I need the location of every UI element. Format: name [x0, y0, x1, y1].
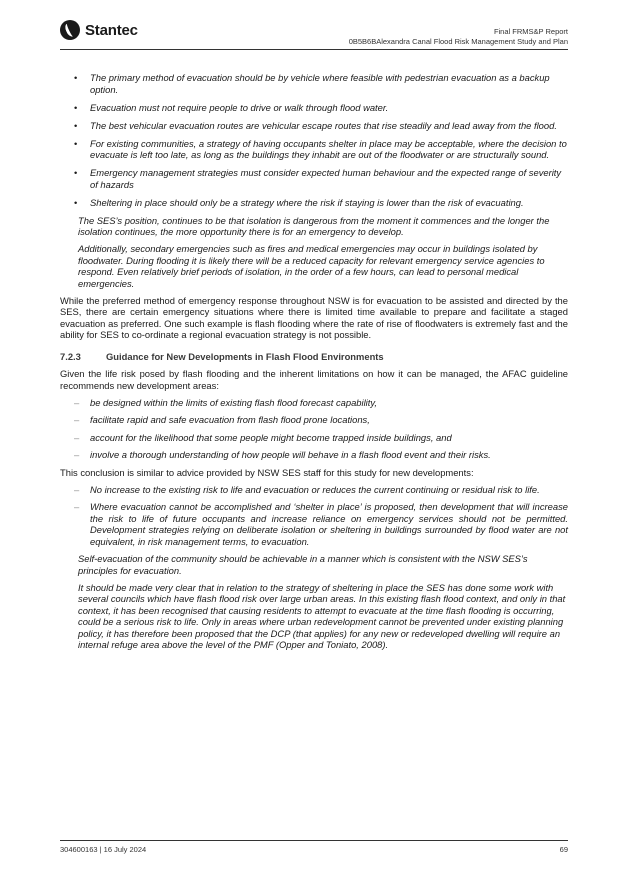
dash-icon: –: [74, 396, 80, 408]
page-number: 69: [559, 845, 568, 854]
self-evacuation-paragraph: Self-evacuation of the community should be achievable in a manner which is consistent with the NSW SES’s principles for evacuation.: [78, 553, 528, 576]
dash-icon: –: [74, 483, 80, 495]
bullet-icon: •: [74, 137, 78, 149]
report-title: Final FRMS&P Report: [493, 27, 568, 36]
brand-name: Stantec: [85, 21, 138, 39]
header-divider: [60, 49, 568, 50]
ses-advice-list: [60, 484, 568, 548]
bullet-icon: •: [74, 119, 78, 131]
dash-icon: –: [74, 414, 80, 425]
dash-icon: –: [74, 449, 80, 460]
list-item: • Sheltering in place should only be a strategy where the risk if staying is lower than the risk of evacuating.: [74, 196, 524, 208]
list-item: • The best vehicular evacuation routes are vehicular escape routes that rise steadily and lead away from the flood.: [74, 119, 557, 131]
document-reference: 304600163 | 16 July 2024: [60, 845, 147, 854]
stantec-logo: [60, 20, 138, 40]
report-header: [349, 27, 568, 46]
ses-position-paragraph: The SES’s position, continues to be that isolation is dangerous from the moment it commences and the longer the isolation continues, the more opportunity there is for an emergency to develop.: [78, 214, 550, 237]
shelter-in-place-paragraph: It should be made very clear that in relation to the strategy of sheltering in place the SES has done some work with several councils which have flash flood risk over large urban areas. In this existing flash flood context, and only in that context, it has been recognised that causing residents to attempt to evacuate at the time flash flooding is occurring, could be a serious risk to life. Only in areas where urban redevelopment cannot be prevented under existing planning policy, it has therefore been proposed that the DCP (that applies) for any new or redeveloped dwelling will require an internal refuge area above the level of the PMF (Opper and Toniato, 2008).: [78, 581, 566, 650]
evacuation-principles-list: [60, 72, 568, 208]
evacuation-method-paragraph: While the preferred method of emergency response throughout NSW is for evacuation to be assisted and directed by the SES, there are certain emergency situations where there is limited time available to prepare and facilitate a staged evacuation as preferred. One such example is flash flooding where the rate of rise of floodwaters is extremely fast and the ability for SES to co-ordinate a regional evacuation strategy is not possible.: [60, 294, 568, 340]
list-item: – No increase to the existing risk to life and evacuation or reduces the current continuing or residual risk to life.: [74, 483, 540, 495]
ses-advice-paragraph: This conclusion is similar to advice provided by NSW SES staff for this study for new developments:: [60, 466, 474, 478]
report-subtitle: 0B5B6BAlexandra Canal Flood Risk Management Study and Plan: [348, 36, 568, 46]
list-item: • Evacuation must not require people to drive or walk through flood water.: [74, 101, 389, 113]
list-item: • The primary method of evacuation should be by vehicle where feasible with pedestrian evacuation as a backup option.: [74, 72, 550, 95]
list-item: – be designed within the limits of existing flash flood forecast capability,: [74, 396, 377, 408]
bullet-icon: •: [74, 167, 78, 178]
list-item: – account for the likelihood that some people might become trapped inside buildings, and: [74, 431, 452, 443]
list-item: – Where evacuation cannot be accomplished and ‘shelter in place’ is proposed, then development that will increase the risk to life of future occupants and increase reliance on emergency services should not be permitted. Development strategies relying on deliberate isolation or sheltering in buildings surrounded by flood water are not equivalent, in risk management terms, to evacuation.: [74, 501, 568, 547]
section-title: Guidance for New Developments in Flash Flood Environments: [106, 350, 384, 362]
dash-icon: –: [74, 431, 80, 443]
dash-icon: –: [74, 501, 80, 512]
bullet-icon: •: [74, 101, 78, 113]
secondary-emergencies-paragraph: Additionally, secondary emergencies such as fires and medical emergencies may occur in buildings isolated by floodwater. During flooding it is likely there will be a reduced capacity for relevant emergency service agencies to respond. Even relatively brief periods of isolation, in the order of a few hours, can lead to personal medical emergencies.: [78, 243, 545, 289]
bullet-icon: •: [74, 196, 78, 208]
section-number: 7.2.3: [60, 350, 81, 362]
list-item: – involve a thorough understanding of how people will behave in a flash flood event and their risks.: [74, 449, 491, 460]
stantec-logo-icon: [60, 20, 80, 40]
footer-divider: [60, 840, 568, 841]
list-item: • Emergency management strategies must consider expected human behaviour and the expected range of severity of hazards: [74, 167, 562, 190]
list-item: • For existing communities, a strategy of having occupants shelter in place may be acceptable, where the decision to evacuate is left too late, as long as the buildings they inhabit are out of the floodwater or are structurally sound.: [74, 137, 567, 160]
afac-guideline-paragraph: Given the life risk posed by flash flooding and the inherent limitations on how it can be managed, the AFAC guideline recommends new development areas:: [60, 368, 568, 391]
page-body: [60, 72, 568, 656]
list-item: – facilitate rapid and safe evacuation from flash flood prone locations,: [74, 414, 370, 425]
afac-recommendations-list: [60, 397, 568, 461]
section-heading: [60, 351, 568, 363]
bullet-icon: •: [74, 72, 78, 83]
